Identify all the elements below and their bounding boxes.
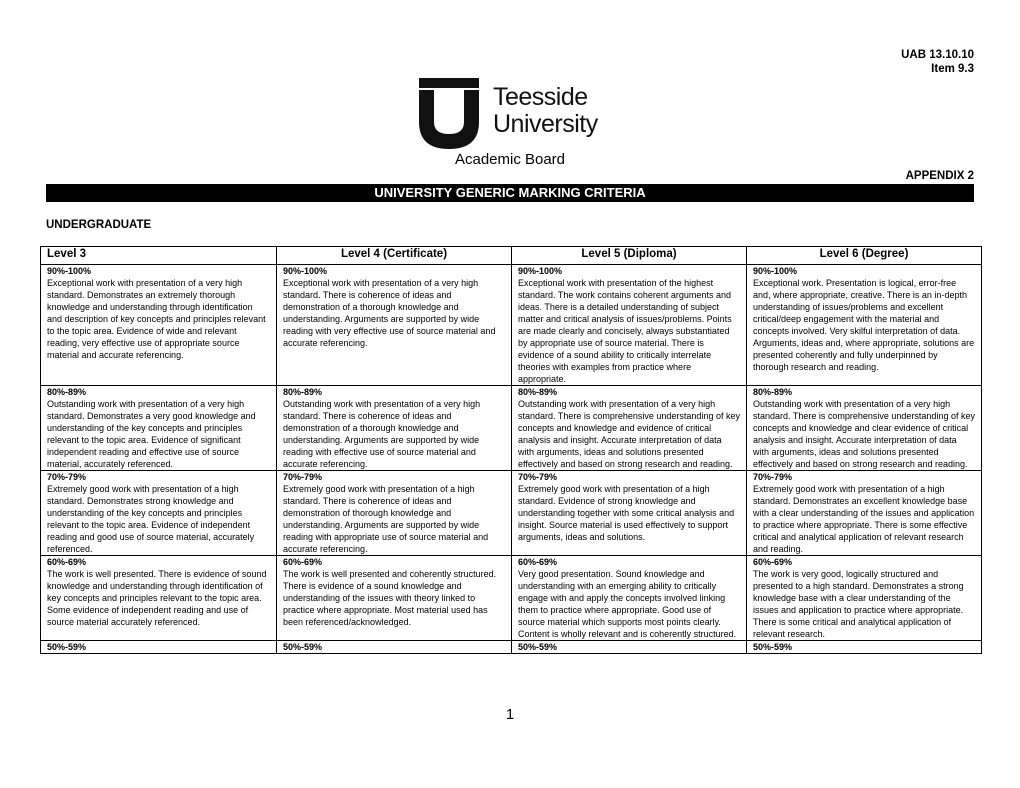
appendix-label: APPENDIX 2	[905, 170, 974, 182]
column-header: Level 5 (Diploma)	[512, 247, 747, 265]
grade-band: 70%-79%	[518, 472, 558, 482]
grade-band: 60%-69%	[518, 557, 558, 567]
criteria-text: Exceptional work with presentation of the highest standard. The work contains coherent arguments and ideas. There is a detailed understanding of subject matter and critical analysis of issues/problems. Points are made clearly and concisely, always substantiated by appropriate use of source material. There is evidence of a sound ability to critically interrelate theories with examples from practice where appropriate.	[518, 278, 732, 384]
board-title: Academic Board	[454, 151, 566, 168]
page-title-banner: UNIVERSITY GENERIC MARKING CRITERIA	[46, 184, 974, 202]
logo-wordmark	[493, 84, 598, 138]
reference-code: UAB 13.10.10	[901, 49, 974, 61]
table-cell	[277, 641, 512, 654]
grade-band: 60%-69%	[753, 557, 793, 567]
table-cell	[747, 556, 982, 641]
section-heading: UNDERGRADUATE	[46, 219, 152, 231]
table-row	[41, 386, 982, 471]
grade-band: 50%-59%	[753, 642, 793, 652]
teesside-logo-icon	[419, 78, 479, 149]
table-cell	[277, 386, 512, 471]
table-cell	[747, 641, 982, 654]
table-cell	[747, 265, 982, 386]
grade-band: 50%-59%	[47, 642, 87, 652]
table-cell	[512, 265, 747, 386]
table-cell	[41, 386, 277, 471]
grade-band: 90%-100%	[753, 266, 798, 276]
table-cell	[277, 556, 512, 641]
table-row	[41, 471, 982, 556]
criteria-text: The work is very good, logically structured and presented to a high standard. Demonstrates a strong knowledge base with a clear understanding of the issues and application to practice where appropriate. There is some critical and analytical application of relevant research.	[753, 569, 964, 639]
criteria-text: Extremely good work with presentation of a high standard. Evidence of strong knowledge and understanding together with some critical analysis and insight. Source material is used effectively to support arguments, ideas and solutions.	[518, 484, 735, 542]
table-cell	[277, 471, 512, 556]
criteria-text: Extremely good work with presentation of a high standard. Demonstrates strong knowledge and understanding of the key concepts and principles relevant to the topic area. Evidence of independent reading and good use of source material, accurately referenced.	[47, 484, 255, 554]
grade-band: 50%-59%	[283, 642, 323, 652]
grade-band: 80%-89%	[518, 387, 558, 397]
grade-band: 80%-89%	[283, 387, 323, 397]
grade-band: 80%-89%	[47, 387, 87, 397]
logo-line-2: University	[493, 110, 598, 138]
table-row	[41, 641, 982, 654]
criteria-text: Outstanding work with presentation of a very high standard. Demonstrates a very good knowledge and understanding of the key concepts and principles relevant to the topic area. Evidence of significant independent reading and effective use of source material, accurately referenced.	[47, 399, 256, 469]
document-reference	[901, 48, 974, 76]
table-cell	[512, 556, 747, 641]
table-cell	[512, 386, 747, 471]
grade-band: 70%-79%	[753, 472, 793, 482]
grade-band: 90%-100%	[283, 266, 328, 276]
criteria-text: Outstanding work with presentation of a very high standard. There is coherence of ideas and demonstration of a thorough knowledge and understanding. Arguments are supported by wide reading with effective use of source material and accurate referencing.	[283, 399, 481, 469]
table-cell	[41, 471, 277, 556]
university-logo	[419, 78, 604, 150]
grade-band: 90%-100%	[518, 266, 563, 276]
column-header: Level 6 (Degree)	[747, 247, 982, 265]
grade-band: 90%-100%	[47, 266, 92, 276]
logo-line-1: Teesside	[493, 83, 588, 111]
column-header: Level 3	[41, 247, 277, 265]
table-cell	[747, 386, 982, 471]
table-cell	[41, 556, 277, 641]
page-number: 1	[505, 706, 515, 723]
table-cell	[512, 471, 747, 556]
criteria-text: Extremely good work with presentation of a high standard. Demonstrates an excellent knowledge base with a clear understanding of the issues and application to practice where appropriate. There is some effective critical and analytical application of relevant research and reading.	[753, 484, 975, 554]
table-row	[41, 265, 982, 386]
grade-band: 80%-89%	[753, 387, 793, 397]
criteria-text: The work is well presented. There is evidence of sound knowledge and understanding through identification of key concepts and principles relevant to the topic area. Some evidence of independent reading and use of source material accurately referenced.	[47, 569, 267, 627]
criteria-text: Very good presentation. Sound knowledge and understanding with an emerging ability to critically engage with and apply the concepts involved linking them to practice where appropriate. Good use of source material which supports most points clearly. Content is wholly relevant and is coherently structured.	[518, 569, 737, 639]
criteria-text: Extremely good work with presentation of a high standard. There is coherence of ideas and demonstration of thorough knowledge and understanding. Arguments are supported by wide reading with appropriate use of source material and accurate referencing.	[283, 484, 489, 554]
marking-criteria-table	[40, 246, 982, 654]
table-cell	[41, 641, 277, 654]
criteria-text: Exceptional work with presentation of a very high standard. Demonstrates an extremely thorough knowledge and understanding through identification and description of key concepts and principles relevant to the topic area. Evidence of wide and relevant reading, very effective use of appropriate source material and accurate referencing.	[47, 278, 266, 360]
criteria-text: Outstanding work with presentation of a very high standard. There is comprehensive understanding of key concepts and knowledge and evidence of critical analysis and insight. Accurate interpretation of data with arguments, ideas and solutions presented effectively and based on strong research and reading.	[518, 399, 740, 469]
column-header: Level 4 (Certificate)	[277, 247, 512, 265]
grade-band: 60%-69%	[47, 557, 87, 567]
criteria-text: Exceptional work. Presentation is logical, error-free and, where appropriate, creative. There is an in-depth understanding of issues/problems and excellent critical/deep engagement with the material and concepts involved. Very skilful interpretation of data. Arguments, ideas and, where appropriate, solutions are presented coherently and fully underpinned by thorough research and reading.	[753, 278, 975, 372]
table-cell	[747, 471, 982, 556]
criteria-text: Exceptional work with presentation of a very high standard. There is coherence of ideas and demonstration of a thorough knowledge and understanding. Arguments are supported by wide reading with very effective use of source material and accurate referencing.	[283, 278, 496, 348]
criteria-text: The work is well presented and coherently structured. There is evidence of a sound knowledge and understanding of the issues with theory linked to practice where appropriate. Most material used has been referenced/acknowledged.	[283, 569, 497, 627]
grade-band: 70%-79%	[47, 472, 87, 482]
table-cell	[41, 265, 277, 386]
item-number: Item 9.3	[931, 63, 974, 75]
table-header-row	[41, 247, 982, 265]
table-cell	[277, 265, 512, 386]
grade-band: 70%-79%	[283, 472, 323, 482]
table-row	[41, 556, 982, 641]
criteria-text: Outstanding work with presentation of a very high standard. There is comprehensive understanding of key concepts and knowledge and clear evidence of critical analysis and insight. Accurate interpretation of data with arguments, ideas and solutions presented effectively and based on strong research and reading.	[753, 399, 975, 469]
grade-band: 50%-59%	[518, 642, 558, 652]
grade-band: 60%-69%	[283, 557, 323, 567]
table-cell	[512, 641, 747, 654]
